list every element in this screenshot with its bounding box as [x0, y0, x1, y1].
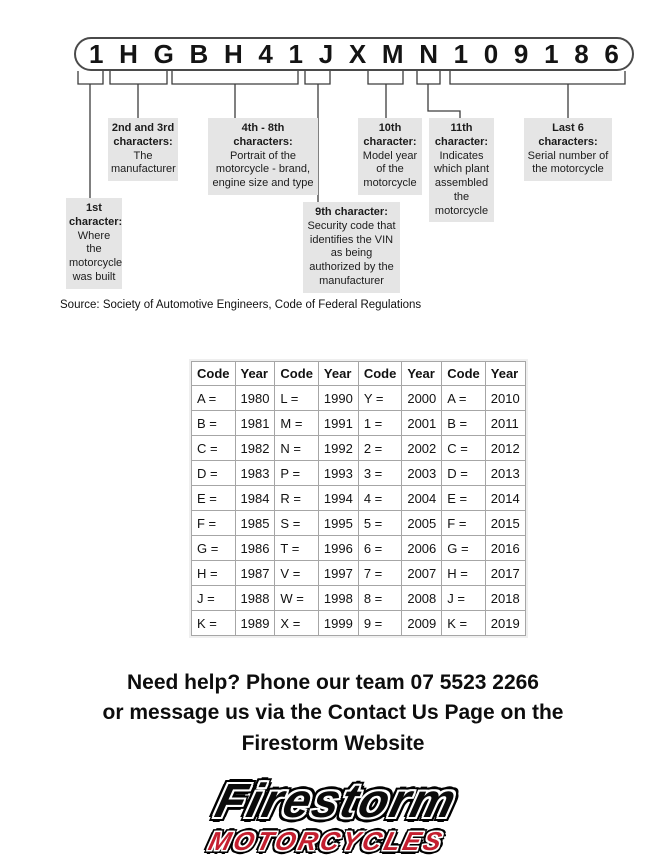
vin-char: M	[381, 39, 404, 69]
code-cell: D =	[442, 461, 486, 486]
year-code-table	[191, 361, 526, 636]
table-header-row	[192, 362, 526, 386]
column-header: Code	[442, 362, 486, 386]
code-cell: J =	[442, 586, 486, 611]
table-row	[192, 536, 526, 561]
year-cell: 2010	[485, 386, 525, 411]
code-cell: E =	[442, 486, 486, 511]
table-row	[192, 561, 526, 586]
column-header: Code	[358, 362, 402, 386]
year-cell: 1990	[318, 386, 358, 411]
help-line-3: Firestorm Website	[241, 731, 425, 755]
year-cell: 2007	[402, 561, 442, 586]
table-row	[192, 411, 526, 436]
table-row	[192, 586, 526, 611]
label-title: 1st character:	[69, 202, 123, 228]
column-header: Year	[485, 362, 525, 386]
column-header: Year	[318, 362, 358, 386]
code-cell: F =	[442, 511, 486, 536]
label-body: Portrait of the motorcycle - brand, engine size and type	[212, 149, 314, 189]
label-body: Indicates which plant assembled the motorcycle	[433, 149, 490, 217]
firestorm-logo	[204, 775, 463, 856]
code-cell: K =	[192, 611, 236, 636]
code-cell: F =	[192, 511, 236, 536]
logo-subtitle-text: MOTORCYCLES	[205, 826, 448, 856]
code-cell: X =	[275, 611, 319, 636]
vin-char: J	[318, 39, 334, 69]
label-title: 9th character:	[315, 206, 388, 218]
code-cell: C =	[192, 436, 236, 461]
vin-char: 6	[604, 39, 619, 69]
table-row	[192, 486, 526, 511]
code-cell: D =	[192, 461, 236, 486]
code-cell: N =	[275, 436, 319, 461]
label-box-4th-8th-characters	[208, 118, 318, 195]
label-body: Model year of the motorcycle	[362, 149, 418, 189]
year-cell: 1993	[318, 461, 358, 486]
code-cell: Y =	[358, 386, 402, 411]
code-cell: M =	[275, 411, 319, 436]
help-line-1: Need help? Phone our team 07 5523 2266	[126, 671, 539, 694]
code-cell: 8 =	[358, 586, 402, 611]
code-cell: G =	[442, 536, 486, 561]
year-cell: 1992	[318, 436, 358, 461]
label-body: Security code that identifies the VIN as being authorized by the manufacturer	[307, 219, 396, 287]
label-box-last-6-characters	[524, 118, 612, 181]
code-cell: B =	[442, 411, 486, 436]
code-cell: A =	[192, 386, 236, 411]
table-row	[192, 461, 526, 486]
vin-char: 1	[288, 39, 304, 69]
code-cell: B =	[192, 411, 236, 436]
year-cell: 2016	[485, 536, 525, 561]
code-cell: W =	[275, 586, 319, 611]
label-title: 2nd and 3rd characters:	[111, 122, 175, 148]
year-cell: 2009	[402, 611, 442, 636]
label-box-9th-character	[303, 202, 400, 293]
table-row	[192, 436, 526, 461]
year-cell: 2003	[402, 461, 442, 486]
year-cell: 1991	[318, 411, 358, 436]
year-cell: 1989	[235, 611, 275, 636]
year-cell: 2018	[485, 586, 525, 611]
vin-char: 1	[89, 39, 104, 69]
year-cell: 2001	[402, 411, 442, 436]
logo-brand-text: Firestorm	[210, 775, 463, 828]
vin-char: 8	[574, 39, 589, 69]
year-cell: 1996	[318, 536, 358, 561]
help-text	[0, 668, 666, 759]
code-cell: 2 =	[358, 436, 402, 461]
label-title: Last 6 characters:	[538, 122, 598, 148]
code-cell: R =	[275, 486, 319, 511]
code-cell: A =	[442, 386, 486, 411]
code-cell: C =	[442, 436, 486, 461]
year-cell: 1995	[318, 511, 358, 536]
table-row	[192, 386, 526, 411]
code-cell: 9 =	[358, 611, 402, 636]
vin-char: G	[153, 39, 174, 69]
year-cell: 1987	[235, 561, 275, 586]
year-cell: 1998	[318, 586, 358, 611]
code-cell: T =	[275, 536, 319, 561]
code-cell: E =	[192, 486, 236, 511]
code-cell: H =	[192, 561, 236, 586]
vin-char: H	[223, 39, 243, 69]
label-box-1st-character	[66, 198, 122, 289]
label-title: 11th character:	[434, 122, 489, 148]
code-cell: H =	[442, 561, 486, 586]
label-title: 4th - 8th characters:	[233, 122, 293, 148]
code-cell: 7 =	[358, 561, 402, 586]
column-header: Year	[235, 362, 275, 386]
code-cell: G =	[192, 536, 236, 561]
label-box-11th-character	[429, 118, 494, 222]
label-body: The manufacturer	[111, 149, 176, 176]
table-row	[192, 611, 526, 636]
vin-char: N	[419, 39, 438, 69]
year-cell: 2011	[485, 411, 525, 436]
code-cell: K =	[442, 611, 486, 636]
label-title: 10th character:	[363, 122, 417, 148]
year-cell: 2002	[402, 436, 442, 461]
code-cell: L =	[275, 386, 319, 411]
year-cell: 1983	[235, 461, 275, 486]
column-header: Code	[192, 362, 236, 386]
year-cell: 2012	[485, 436, 525, 461]
code-cell: V =	[275, 561, 319, 586]
year-cell: 1988	[235, 586, 275, 611]
column-header: Code	[275, 362, 319, 386]
vin-char: 4	[258, 39, 273, 69]
year-cell: 2014	[485, 486, 525, 511]
year-cell: 2015	[485, 511, 525, 536]
code-cell: 1 =	[358, 411, 402, 436]
year-cell: 1982	[235, 436, 275, 461]
year-cell: 2005	[402, 511, 442, 536]
vin-char: H	[119, 39, 138, 69]
vin-char: 1	[453, 39, 469, 69]
year-cell: 1994	[318, 486, 358, 511]
help-line-2: or message us via the Contact Us Page on the	[102, 701, 564, 725]
year-cell: 1999	[318, 611, 358, 636]
source-note: Source: Society of Automotive Engineers, Code of Federal Regulations	[60, 299, 422, 311]
year-cell: 2008	[402, 586, 442, 611]
code-cell: P =	[275, 461, 319, 486]
year-cell: 2017	[485, 561, 525, 586]
code-cell: 4 =	[358, 486, 402, 511]
year-cell: 1997	[318, 561, 358, 586]
year-cell: 1986	[235, 536, 275, 561]
year-cell: 2013	[485, 461, 525, 486]
year-cell: 2006	[402, 536, 442, 561]
year-cell: 2019	[485, 611, 525, 636]
column-header: Year	[402, 362, 442, 386]
label-box-10th-character	[358, 118, 422, 195]
vin-char: 0	[483, 39, 499, 69]
year-cell: 1981	[235, 411, 275, 436]
code-cell: 6 =	[358, 536, 402, 561]
code-cell: 5 =	[358, 511, 402, 536]
code-cell: S =	[275, 511, 319, 536]
vin-char: B	[189, 39, 209, 69]
code-cell: J =	[192, 586, 236, 611]
year-cell: 1985	[235, 511, 275, 536]
year-cell: 1984	[235, 486, 275, 511]
vin-char: 1	[544, 39, 559, 69]
year-cell: 2004	[402, 486, 442, 511]
label-body: Where the motorcycle was built	[69, 229, 123, 283]
vin-char: X	[348, 39, 367, 69]
label-box-2nd-3rd-characters	[108, 118, 178, 181]
table-row	[192, 511, 526, 536]
year-cell: 1980	[235, 386, 275, 411]
year-cell: 2000	[402, 386, 442, 411]
vin-char: 9	[513, 39, 529, 69]
code-cell: 3 =	[358, 461, 402, 486]
label-body: Serial number of the motorcycle	[527, 149, 609, 176]
